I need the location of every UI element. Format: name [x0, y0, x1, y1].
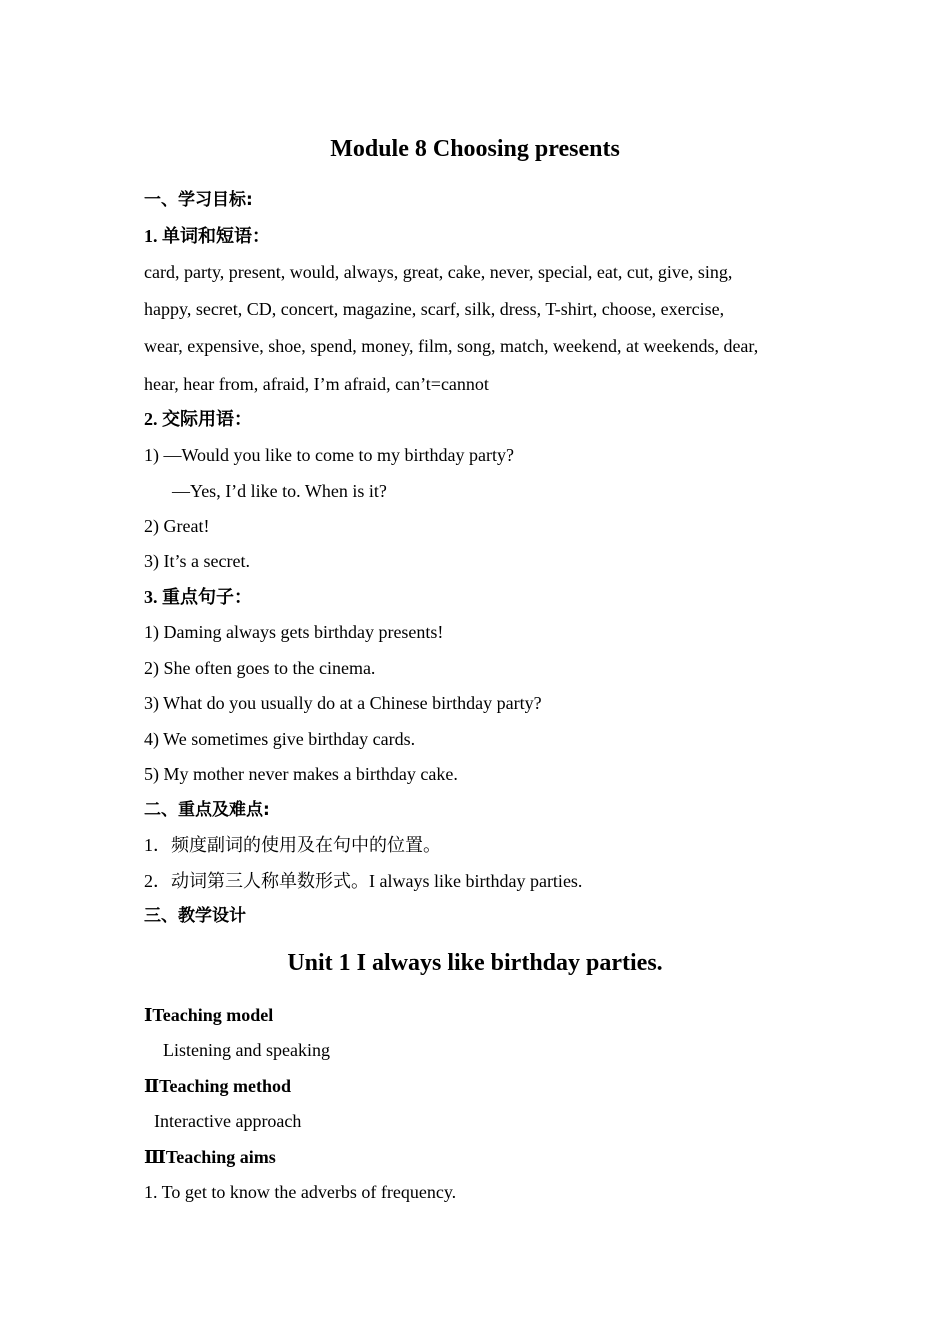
teaching-method-heading: ⅡTeaching method: [144, 1076, 292, 1096]
teaching-aims-heading: ⅢTeaching aims: [144, 1147, 276, 1167]
vocab-line: wear, expensive, shoe, spend, money, film, song, match, weekend, at weekends, dear,: [144, 336, 759, 356]
phrase-line: 1) —Would you like to come to my birthday party?: [144, 445, 514, 465]
vocab-heading: 1. 单词和短语：: [144, 226, 270, 246]
module-title: Module 8 Choosing presents: [330, 136, 620, 162]
teaching-aim-line: 1. To get to know the adverbs of frequency.: [144, 1182, 457, 1202]
vocab-line: hear, hear from, afraid, I’m afraid, can’t=cannot: [144, 374, 489, 394]
key-sentence: 3) What do you usually do at a Chinese birthday party?: [144, 693, 542, 713]
key-sentence: 1) Daming always gets birthday presents!: [144, 622, 444, 642]
vocab-line: card, party, present, would, always, great, cake, never, special, eat, cut, give, sing,: [144, 262, 733, 282]
vocab-line: happy, secret, CD, concert, magazine, scarf, silk, dress, T-shirt, choose, exercise,: [144, 299, 725, 319]
key-sentence: 4) We sometimes give birthday cards.: [144, 729, 416, 749]
section2-heading: 二、重点及难点:: [144, 800, 270, 820]
key-sentences-heading: 3. 重点句子：: [144, 587, 252, 607]
difficulty-line: 2．动词第三人称单数形式。I always like birthday parties.: [144, 871, 583, 891]
unit-title: Unit 1 I always like birthday parties.: [287, 950, 663, 976]
key-sentence: 2) She often goes to the cinema.: [144, 658, 376, 678]
teaching-model-text: Listening and speaking: [163, 1040, 330, 1060]
teaching-model-heading: ⅠTeaching model: [144, 1005, 274, 1025]
phrase-line: 2) Great!: [144, 516, 210, 536]
key-sentence: 5) My mother never makes a birthday cake.: [144, 764, 458, 784]
section3-heading: 三、教学设计: [144, 906, 246, 926]
phrase-line: 3) It’s a secret.: [144, 551, 250, 571]
difficulty-line: 1．频度副词的使用及在句中的位置。: [144, 835, 441, 855]
teaching-method-text: Interactive approach: [154, 1111, 302, 1131]
section1-heading: 一、学习目标:: [144, 190, 253, 210]
phrase-line: —Yes, I’d like to. When is it?: [172, 481, 387, 501]
phrases-heading: 2. 交际用语：: [144, 409, 252, 429]
